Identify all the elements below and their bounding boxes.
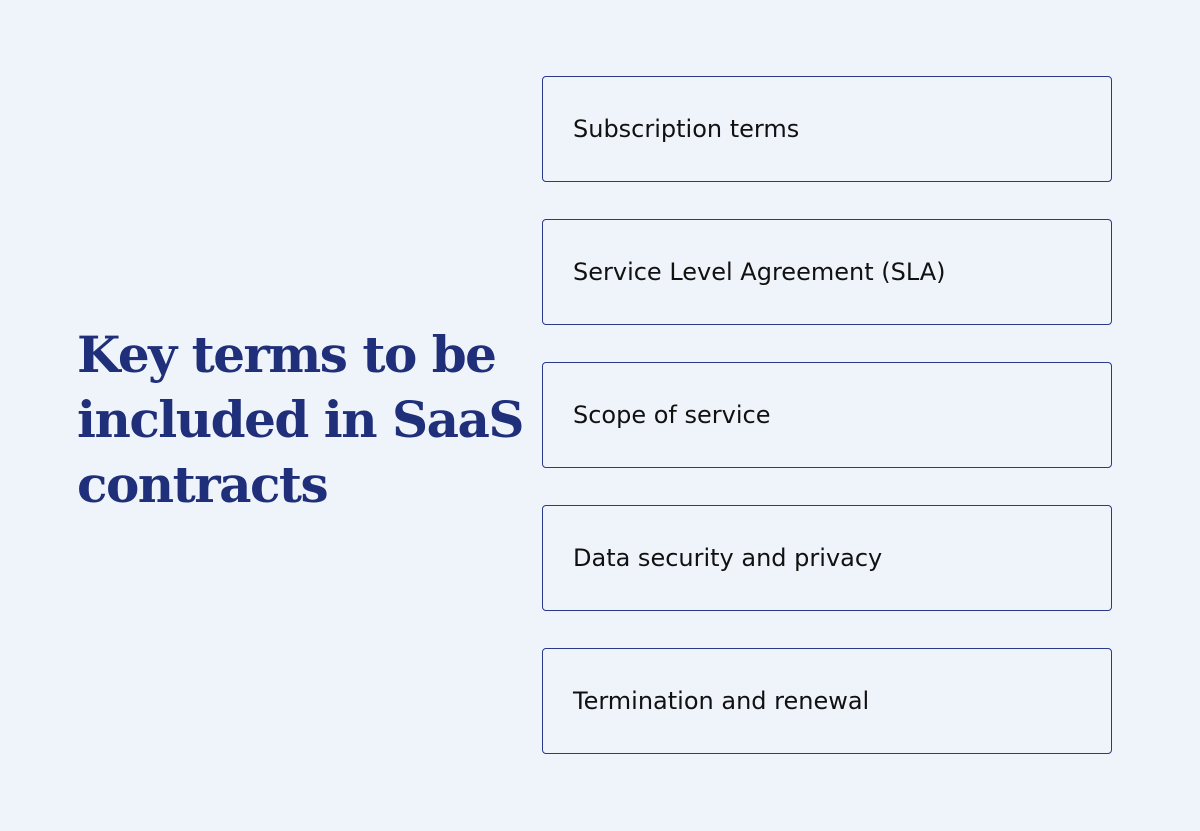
term-box-subscription: Subscription terms (542, 76, 1112, 182)
term-box-sla: Service Level Agreement (SLA) (542, 219, 1112, 325)
term-box-scope: Scope of service (542, 362, 1112, 468)
term-box-data-security: Data security and privacy (542, 505, 1112, 611)
term-box-termination: Termination and renewal (542, 648, 1112, 754)
page-title: Key terms to be included in SaaS contracts (77, 325, 524, 514)
